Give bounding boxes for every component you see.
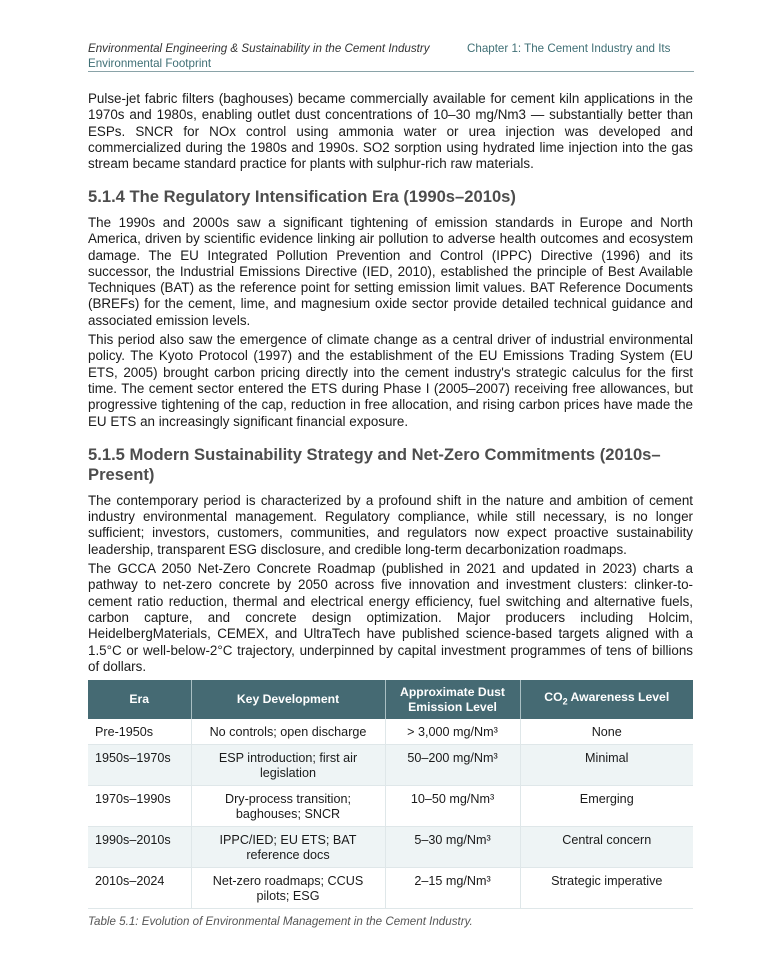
- cell-dust: 50–200 mg/Nm³: [385, 745, 520, 786]
- cell-dust: > 3,000 mg/Nm³: [385, 719, 520, 745]
- cell-co2: Emerging: [520, 786, 693, 827]
- table-row: [88, 868, 693, 909]
- cell-dust: 10–50 mg/Nm³: [385, 786, 520, 827]
- col-header-dust: Approximate Dust Emission Level: [385, 680, 520, 719]
- chapter-title-line2: Environmental Footprint: [88, 56, 212, 70]
- cell-era: 1950s–1970s: [88, 745, 191, 786]
- cell-co2: Strategic imperative: [520, 868, 693, 909]
- evolution-table: [88, 680, 693, 909]
- cell-development: IPPC/IED; EU ETS; BAT reference docs: [191, 827, 385, 868]
- cell-development: Dry-process transition; baghouses; SNCR: [191, 786, 385, 827]
- section-5-1-5-heading: 5.1.5 Modern Sustainability Strategy and Net-Zero Commitments (2010s–Present): [88, 444, 661, 485]
- cell-era: 2010s–2024: [88, 868, 191, 909]
- col-header-co2: $CO_2$ Awareness Level: [520, 680, 693, 719]
- cell-co2: Minimal: [520, 745, 693, 786]
- table-caption: Table 5.1: Evolution of Environmental Management in the Cement Industry.: [88, 915, 473, 929]
- col-header-development: Key Development: [191, 680, 385, 719]
- cell-development: ESP introduction; first air legislation: [191, 745, 385, 786]
- cell-era: 1970s–1990s: [88, 786, 191, 827]
- table-row: [88, 745, 693, 786]
- table-header-row: [88, 680, 693, 719]
- intro-paragraph: Pulse-jet fabric filters (baghouses) became commercially available for cement kiln applications in the 1970s and 1980s, enabling outlet dust concentrations of 10–30 mg/Nm3 — substantially better than ESPs. SNCR for NOx control using ammonia water or urea injection was developed and commercialized during the 1980s and 1990s. SO2 sorption using hydrated lime injection into the gas stream became standard practice for plants with sulphur-rich raw materials.: [88, 91, 693, 172]
- cell-dust: 5–30 mg/Nm³: [385, 827, 520, 868]
- section-5-1-4-paragraph-1: The 1990s and 2000s saw a significant tightening of emission standards in Europe and North America, driven by scientific evidence linking air pollution to adverse health outcomes and ecosystem damage. The EU Integrated Pollution Prevention and Control (IPPC) Directive (1996) and its successor, the Industrial Emissions Directive (IED, 2010), established the principle of Best Available Techniques (BAT) as the reference point for setting emission limit values. BAT Reference Documents (BREFs) for the cement, lime, and magnesium oxide sector provide detailed technical guidance and associated emission levels.: [88, 214, 693, 328]
- section-5-1-4-paragraph-2: This period also saw the emergence of climate change as a central driver of industrial environmental policy. The Kyoto Protocol (1997) and the establishment of the EU Emissions Trading System (EU ETS, 2005) brought carbon pricing directly into the cement industry's strategic calculus for the first time. The cement sector entered the ETS during Phase I (2005–2007) receiving free allowances, but progressive tightening of the cap, reduction in free allocation, and rising carbon prices have made the EU ETS an increasingly significant financial exposure.: [88, 332, 693, 429]
- table-row: [88, 786, 693, 827]
- cell-era: Pre-1950s: [88, 719, 191, 745]
- cell-dust: 2–15 mg/Nm³: [385, 868, 520, 909]
- section-5-1-4-heading: 5.1.4 The Regulatory Intensification Era (1990s–2010s): [88, 187, 516, 207]
- cell-development: Net-zero roadmaps; CCUS pilots; ESG: [191, 868, 385, 909]
- table-row: [88, 719, 693, 745]
- cell-co2: Central concern: [520, 827, 693, 868]
- book-title: Environmental Engineering & Sustainability in the Cement Industry: [88, 42, 430, 55]
- cell-co2: None: [520, 719, 693, 745]
- cell-development: No controls; open discharge: [191, 719, 385, 745]
- page-content: [88, 91, 693, 928]
- section-5-1-5-paragraph-2: The GCCA 2050 Net-Zero Concrete Roadmap (published in 2021 and updated in 2023) charts a pathway to net-zero concrete by 2050 across five innovation and investment clusters: clinker-to-cement ratio reduction, thermal and electrical energy efficiency, fuel switching and alternative fuels, carbon capture, and concrete design optimization. Major producers including Holcim, HeidelbergMaterials, CEMEX, and UltraTech have published science-based targets aligned with a 1.5°C or well-below-2°C trajectory, underpinned by capital investment programmes of tens of billions of dollars.: [88, 561, 693, 674]
- section-5-1-5-paragraph-1: The contemporary period is characterized by a profound shift in the nature and ambition of cement industry environmental management. Regulatory compliance, while still necessary, is no longer sufficient; investors, customers, communities, and regulators now expect proactive sustainability leadership, transparent ESG disclosure, and credible long-term decarbonization roadmaps.: [88, 492, 693, 557]
- col-header-era: Era: [88, 680, 191, 719]
- cell-era: 1990s–2010s: [88, 827, 191, 868]
- table-row: [88, 827, 693, 868]
- chapter-title-line1: Chapter 1: The Cement Industry and Its: [467, 42, 671, 55]
- running-header: [88, 42, 694, 72]
